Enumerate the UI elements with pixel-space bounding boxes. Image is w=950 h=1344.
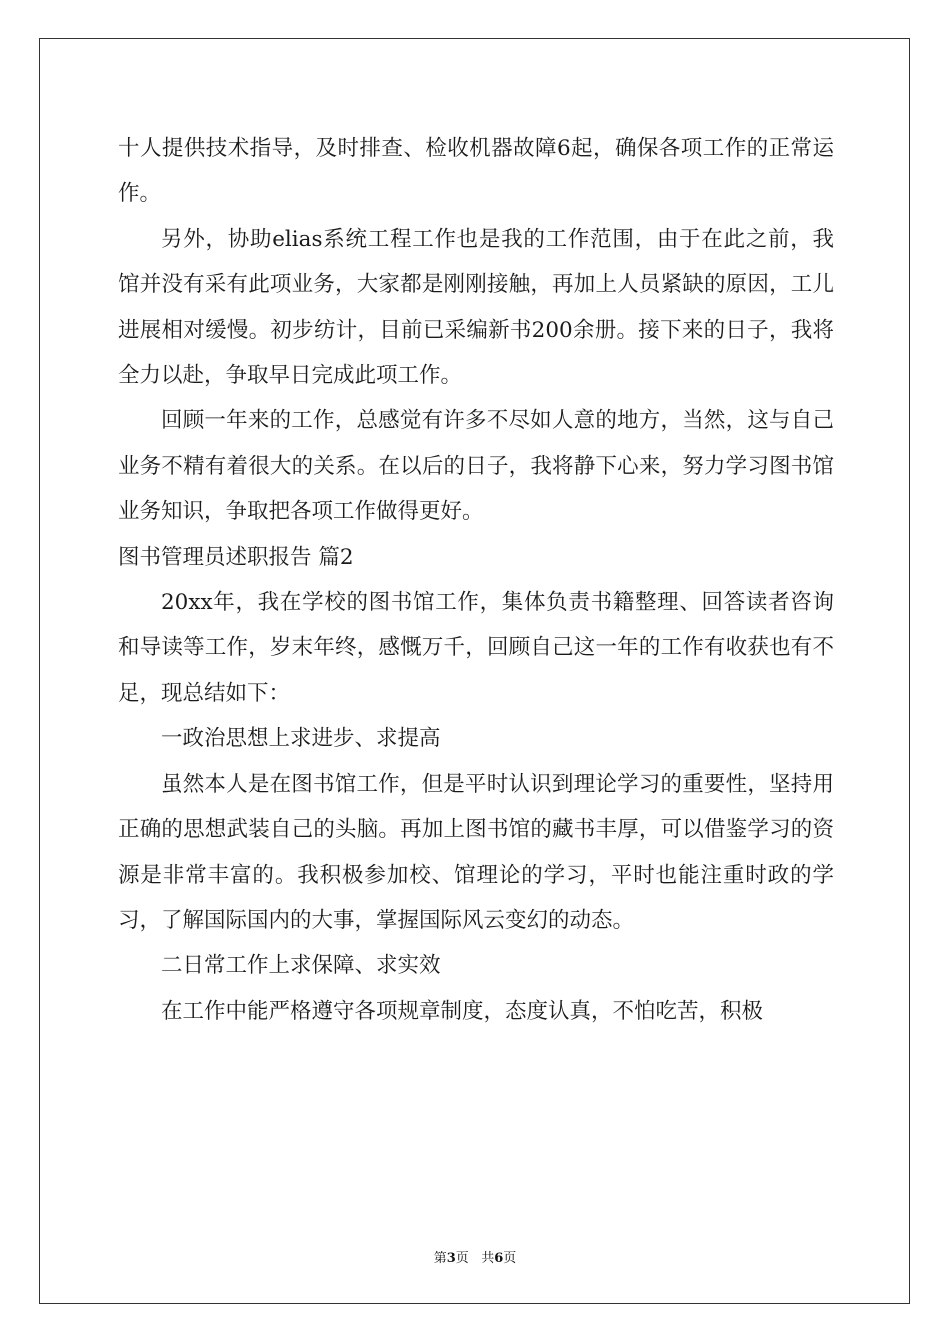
page-footer <box>0 1247 950 1266</box>
subheading-2: 二日常工作上求保障、求实效 <box>161 953 441 979</box>
paragraph-6: 在工作中能严格遵守各项规章制度，态度认真，不怕吃苦，积极 <box>161 998 764 1024</box>
total-suffix: 页 <box>503 1251 517 1266</box>
total-prefix: 共 <box>481 1251 495 1266</box>
paragraph-2: 另外，协助elias系统工程工作也是我的工作范围，由于在此之前，我馆并没有采有此项业务，大家都是刚刚接触，再加上人员紧缺的原因，工儿进展相对缓慢。初步纺计，目前已采编新书200余册。接下来的日子，我将全力以赴，争取早日完成此项工作。 <box>118 226 834 389</box>
total-pages: 6 <box>494 1251 504 1266</box>
paragraph-5: 虽然本人是在图书馆工作，但是平时认识到理论学习的重要性，坚持用正确的思想武装自己的头脑。再加上图书馆的藏书丰厚，可以借鉴学习的资源是非常丰富的。我积极参加校、馆理论的学习，平时也能注重时政的学习，了解国际国内的大事，掌握国际风云变幻的动态。 <box>118 771 834 933</box>
page-suffix: 页 <box>455 1251 469 1266</box>
paragraph-4: 20xx年，我在学校的图书馆工作，集体负责书籍整理、回答读者咨询和导读等工作，岁末年终，感慨万千，回顾自己这一年的工作有收获也有不足，现总结如下： <box>118 590 834 706</box>
paragraph-1: 十人提供技术指导，及时排查、检收机器故障6起，确保各项工作的正常运作。 <box>118 136 834 207</box>
page-number: 3 <box>446 1251 456 1266</box>
paragraph-3: 回顾一年来的工作，总感觉有许多不尽如人意的地方，当然，这与自己业务不精有着很大的关系。在以后的日子，我将静下心来，努力学习图书馆业务知识，争取把各项工作做得更好。 <box>118 408 834 525</box>
section-heading: 图书管理员述职报告 篇2 <box>118 544 354 570</box>
page-prefix: 第 <box>433 1251 447 1266</box>
document-body <box>118 126 834 1034</box>
subheading-1: 一政治思想上求进步、求提高 <box>161 726 441 752</box>
